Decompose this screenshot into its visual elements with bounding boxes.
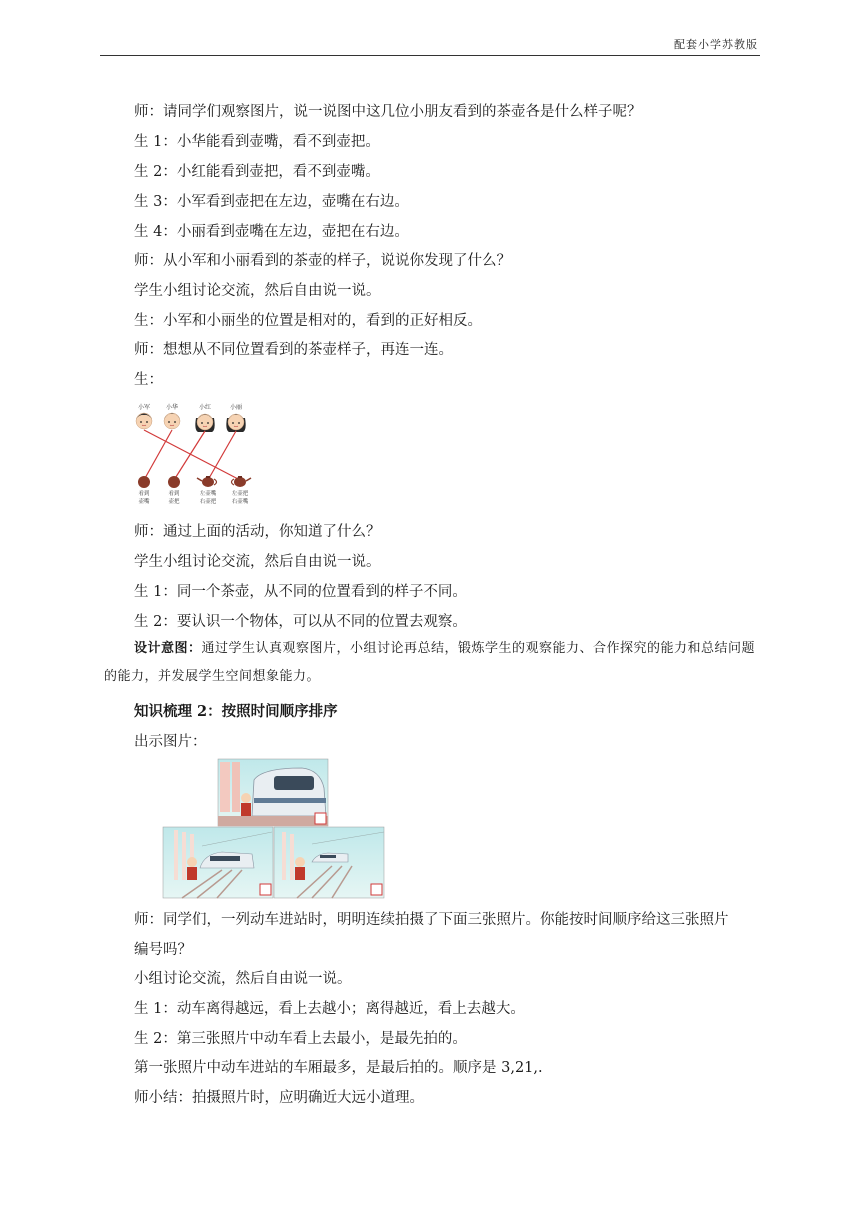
text-line: 师：通过上面的活动，你知道了什么？ (134, 524, 381, 540)
text-line: 小组讨论交流，然后自由说一说。 (134, 971, 352, 987)
train-photos-figure (162, 758, 386, 900)
text-line: 第一张照片中动车进站的车厢最多，是最后拍的。顺序是 3,21,. (134, 1060, 543, 1076)
teapot-matching-figure (130, 396, 260, 510)
teapot-label: 壶把 (168, 499, 180, 505)
text-line: 学生小组讨论交流，然后自由说一说。 (134, 283, 381, 299)
teapot-icon (197, 476, 217, 487)
text-line: 学生小组讨论交流，然后自由说一说。 (134, 554, 381, 570)
text-line: 生 4：小丽看到壶嘴在左边，壶把在右边。 (134, 224, 409, 240)
matching-lines (144, 430, 240, 480)
text-line: 师：同学们，一列动车进站时，明明连续拍摄了下面三张照片。你能按时间顺序给这三张照片 (134, 912, 729, 928)
text-line: 师：想想从不同位置看到的茶壶样子，再连一连。 (134, 342, 453, 358)
train-photo-2 (163, 827, 273, 898)
text-line: 生 2：要认识一个物体，可以从不同的位置去观察。 (134, 614, 467, 630)
design-intent-text: 通过学生认真观察图片，小组讨论再总结，锻炼学生的观察能力、合作探究的能力和总结问题的能力，并发展学生空间想象能力。 (104, 641, 756, 684)
section-title: 知识梳理 2：按照时间顺序排序 (134, 703, 338, 720)
text-line: 师小结：拍摄照片时，应明确近大远小道理。 (134, 1090, 424, 1106)
text-line: 生 2：小红能看到壶把，看不到壶嘴。 (134, 164, 380, 180)
page-header (100, 30, 760, 56)
child-label: 小丽 (229, 404, 243, 411)
train-photo-3 (274, 827, 384, 898)
teapot-label: 右壶嘴 (231, 499, 249, 505)
teapot-icon (168, 476, 180, 488)
text-line: 编号吗？ (134, 942, 192, 958)
text-line: 生：小军和小丽坐的位置是相对的，看到的正好相反。 (134, 313, 482, 329)
child-face-icon (164, 413, 180, 429)
teapot-label: 左壶嘴 (199, 491, 217, 497)
teapot-label: 壶嘴 (138, 499, 150, 505)
text-line: 生 2：第三张照片中动车看上去最小，是最先拍的。 (134, 1031, 467, 1047)
teapot-label: 左壶把 (231, 491, 249, 497)
text-line: 师：请同学们观察图片，说一说图中这几位小朋友看到的茶壶各是什么样子呢？ (134, 104, 642, 120)
child-face-icon (136, 413, 152, 429)
child-face-icon (226, 414, 245, 432)
child-label: 小华 (165, 404, 179, 411)
teapot-label: 看到 (168, 491, 180, 497)
text-line: 师：从小军和小丽看到的茶壶的样子，说说你发现了什么？ (134, 253, 511, 269)
teapot-label: 看到 (138, 491, 150, 497)
text-line: 生 1：动车离得越远，看上去越小；离得越近，看上去越大。 (134, 1001, 525, 1017)
teapot-label: 右壶把 (199, 499, 217, 505)
header-text: 配套小学苏教版 (674, 38, 758, 51)
teapot-icon (138, 476, 150, 488)
design-intent-label: 设计意图： (134, 641, 202, 656)
train-photo-1 (218, 759, 328, 826)
child-face-icon (195, 414, 214, 432)
text-line: 生： (134, 372, 163, 388)
design-intent-paragraph (104, 635, 764, 691)
text-line: 生 3：小军看到壶把在左边，壶嘴在右边。 (134, 194, 409, 210)
child-label: 小红 (198, 404, 212, 411)
text-line: 生 1：小华能看到壶嘴，看不到壶把。 (134, 134, 380, 150)
child-label: 小军 (137, 404, 151, 411)
text-line: 出示图片： (134, 734, 207, 750)
text-line: 生 1：同一个茶壶，从不同的位置看到的样子不同。 (134, 584, 467, 600)
